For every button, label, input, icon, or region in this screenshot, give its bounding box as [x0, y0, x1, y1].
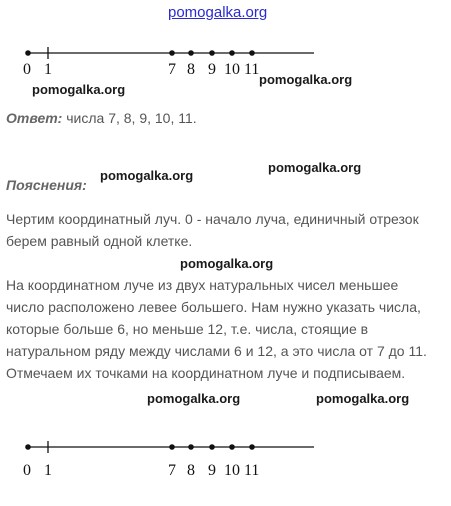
answer-line: [6, 107, 446, 129]
explanation-heading-line: [6, 174, 446, 196]
watermark-link[interactable]: pomogalka.org: [168, 4, 268, 21]
point-0: [25, 50, 31, 56]
point-7: [169, 50, 175, 56]
watermark: pomogalka.org: [259, 72, 353, 87]
explanation-paragraph-2: На координатном луче из двух натуральных чисел меньшее число расположено левее большего. Нам нужно указать числа, которые больше 6, но меньше 12, т.е. числа, стоящие в натуральном ряду между числами 6 и 12, а это числа от 7 до 11. Отмечаем их точками на координатном луче и подписываем.: [6, 277, 427, 381]
point-11: [249, 50, 255, 56]
axis2-label-9: 9: [208, 462, 216, 479]
axis2-label-0: 0: [23, 462, 31, 479]
axis2-label-1: 1: [44, 462, 52, 479]
watermark: pomogalka.org: [32, 82, 126, 97]
watermark: pomogalka.org: [180, 256, 274, 271]
axis1-label-10: 10: [224, 61, 240, 78]
axis1-label-1: 1: [44, 61, 52, 78]
point-9: [209, 444, 215, 450]
axis1-label-0: 0: [23, 61, 31, 78]
point-8: [188, 444, 194, 450]
point-10: [229, 444, 235, 450]
watermark: pomogalka.org: [268, 160, 362, 175]
point-7: [169, 444, 175, 450]
axis1-label-8: 8: [187, 61, 195, 78]
watermark: pomogalka.org: [316, 391, 410, 406]
axis2-label-8: 8: [187, 462, 195, 479]
axis1-label-9: 9: [208, 61, 216, 78]
point-10: [229, 50, 235, 56]
watermark: pomogalka.org: [100, 168, 194, 183]
axis2-label-11: 11: [244, 462, 260, 479]
axis2-label-7: 7: [168, 462, 176, 479]
answer-text: числа 7, 8, 9, 10, 11.: [62, 110, 197, 126]
axis2-label-10: 10: [224, 462, 240, 479]
point-9: [209, 50, 215, 56]
watermark: pomogalka.org: [147, 391, 241, 406]
point-11: [249, 444, 255, 450]
explanation-heading: Пояснения:: [6, 177, 87, 193]
point-8: [188, 50, 194, 56]
axis1-label-11: 11: [244, 61, 260, 78]
point-0: [25, 444, 31, 450]
explanation-paragraph-1: Чертим координатный луч. 0 - начало луча, единичный отрезок берем равный одной клетке.: [6, 211, 419, 249]
answer-label: Ответ:: [6, 110, 63, 126]
axis1-label-7: 7: [168, 61, 176, 78]
